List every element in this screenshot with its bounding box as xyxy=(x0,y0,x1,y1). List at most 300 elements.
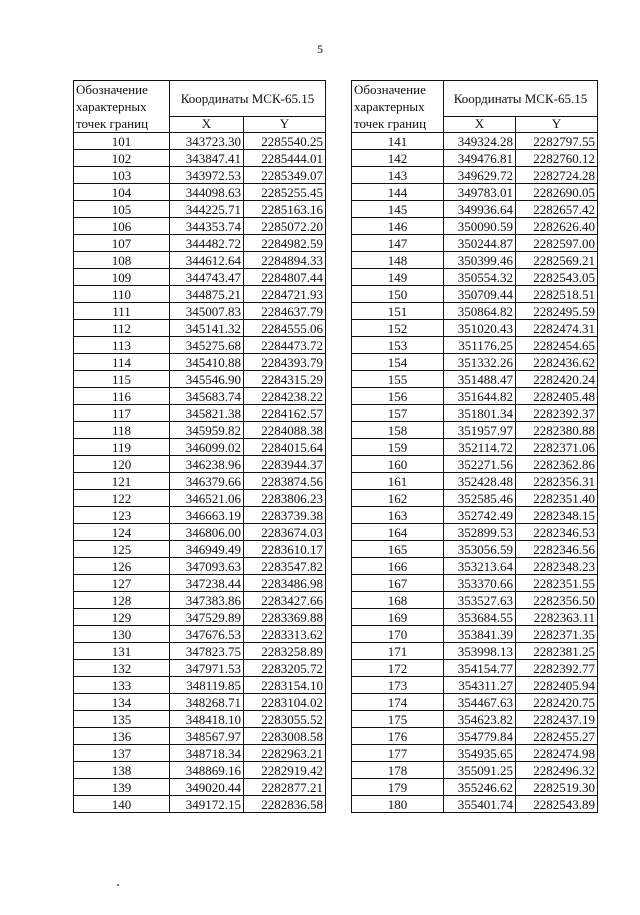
y-coordinate-cell: 2282381.25 xyxy=(516,643,598,660)
table-row xyxy=(352,320,598,337)
x-coordinate-cell: 343847.41 xyxy=(170,150,244,167)
table-row xyxy=(74,286,326,303)
table-row xyxy=(74,269,326,286)
x-coordinate-cell: 351020.43 xyxy=(444,320,516,337)
table-row xyxy=(74,354,326,371)
y-coordinate-cell: 2285163.16 xyxy=(244,201,326,218)
point-id-cell: 151 xyxy=(352,303,444,320)
y-coordinate-cell: 2282626.40 xyxy=(516,218,598,235)
y-coordinate-cell: 2284162.57 xyxy=(244,405,326,422)
point-id-cell: 157 xyxy=(352,405,444,422)
x-coordinate-cell: 344353.74 xyxy=(170,218,244,235)
x-coordinate-cell: 344225.71 xyxy=(170,201,244,218)
point-id-cell: 158 xyxy=(352,422,444,439)
point-id-cell: 120 xyxy=(74,456,170,473)
y-header: Y xyxy=(516,116,598,132)
point-id-cell: 149 xyxy=(352,269,444,286)
point-id-cell: 146 xyxy=(352,218,444,235)
point-id-cell: 124 xyxy=(74,524,170,541)
y-coordinate-cell: 2285444.01 xyxy=(244,150,326,167)
y-coordinate-cell: 2283313.62 xyxy=(244,626,326,643)
table-row xyxy=(74,371,326,388)
table-row xyxy=(352,745,598,762)
x-coordinate-cell: 348119.85 xyxy=(170,677,244,694)
table-row xyxy=(352,779,598,796)
x-coordinate-cell: 345410.88 xyxy=(170,354,244,371)
table-row xyxy=(352,184,598,201)
x-coordinate-cell: 353213.64 xyxy=(444,558,516,575)
table-row xyxy=(74,762,326,779)
table-row xyxy=(352,677,598,694)
y-coordinate-cell: 2282356.31 xyxy=(516,473,598,490)
x-coordinate-cell: 345275.68 xyxy=(170,337,244,354)
y-header: Y xyxy=(244,116,326,132)
table-row xyxy=(352,235,598,252)
point-id-cell: 129 xyxy=(74,609,170,626)
y-coordinate-cell: 2283674.03 xyxy=(244,524,326,541)
x-coordinate-cell: 346806.00 xyxy=(170,524,244,541)
point-id-cell: 160 xyxy=(352,456,444,473)
x-coordinate-cell: 343723.30 xyxy=(170,133,244,150)
point-id-cell: 179 xyxy=(352,779,444,796)
x-coordinate-cell: 351801.34 xyxy=(444,405,516,422)
table-row xyxy=(352,303,598,320)
point-id-cell: 112 xyxy=(74,320,170,337)
point-id-cell: 147 xyxy=(352,235,444,252)
y-coordinate-cell: 2284894.33 xyxy=(244,252,326,269)
point-id-cell: 105 xyxy=(74,201,170,218)
y-coordinate-cell: 2283944.37 xyxy=(244,456,326,473)
y-coordinate-cell: 2282657.42 xyxy=(516,201,598,218)
y-coordinate-cell: 2283154.10 xyxy=(244,677,326,694)
table-row xyxy=(74,711,326,728)
point-id-cell: 165 xyxy=(352,541,444,558)
point-id-cell: 143 xyxy=(352,167,444,184)
table-row xyxy=(74,167,326,184)
x-coordinate-cell: 354467.63 xyxy=(444,694,516,711)
y-coordinate-cell: 2282760.12 xyxy=(516,150,598,167)
y-coordinate-cell: 2284473.72 xyxy=(244,337,326,354)
x-coordinate-cell: 354623.82 xyxy=(444,711,516,728)
y-coordinate-cell: 2282371.06 xyxy=(516,439,598,456)
y-coordinate-cell: 2283258.89 xyxy=(244,643,326,660)
point-id-cell: 115 xyxy=(74,371,170,388)
x-coordinate-cell: 350244.87 xyxy=(444,235,516,252)
table-row xyxy=(74,677,326,694)
x-coordinate-cell: 345821.38 xyxy=(170,405,244,422)
point-id-cell: 171 xyxy=(352,643,444,660)
point-id-cell: 139 xyxy=(74,779,170,796)
point-id-cell: 102 xyxy=(74,150,170,167)
x-coordinate-cell: 346663.19 xyxy=(170,507,244,524)
x-coordinate-cell: 347823.75 xyxy=(170,643,244,660)
table-row xyxy=(352,218,598,235)
y-coordinate-cell: 2282543.89 xyxy=(516,796,598,813)
y-coordinate-cell: 2282437.19 xyxy=(516,711,598,728)
table-row xyxy=(74,252,326,269)
table-row xyxy=(74,422,326,439)
x-coordinate-cell: 349936.64 xyxy=(444,201,516,218)
x-header: X xyxy=(170,116,244,132)
table-row xyxy=(352,575,598,592)
table-row xyxy=(74,558,326,575)
point-id-cell: 106 xyxy=(74,218,170,235)
point-id-cell: 107 xyxy=(74,235,170,252)
table-row xyxy=(352,286,598,303)
y-coordinate-cell: 2284982.59 xyxy=(244,235,326,252)
table-row xyxy=(74,507,326,524)
table-row xyxy=(352,507,598,524)
point-id-cell: 109 xyxy=(74,269,170,286)
point-id-cell: 117 xyxy=(74,405,170,422)
point-id-cell: 167 xyxy=(352,575,444,592)
y-coordinate-cell: 2283008.58 xyxy=(244,728,326,745)
point-id-cell: 130 xyxy=(74,626,170,643)
x-coordinate-cell: 345683.74 xyxy=(170,388,244,405)
y-coordinate-cell: 2284637.79 xyxy=(244,303,326,320)
x-coordinate-cell: 346949.49 xyxy=(170,541,244,558)
y-coordinate-cell: 2283369.88 xyxy=(244,609,326,626)
y-coordinate-cell: 2282363.11 xyxy=(516,609,598,626)
table-row xyxy=(74,779,326,796)
table-row xyxy=(74,439,326,456)
table-row xyxy=(352,694,598,711)
table-row xyxy=(352,201,598,218)
y-coordinate-cell: 2285349.07 xyxy=(244,167,326,184)
point-id-cell: 113 xyxy=(74,337,170,354)
point-id-cell: 138 xyxy=(74,762,170,779)
x-coordinate-cell: 350090.59 xyxy=(444,218,516,235)
y-coordinate-cell: 2283427.66 xyxy=(244,592,326,609)
point-id-cell: 154 xyxy=(352,354,444,371)
x-coordinate-cell: 354779.84 xyxy=(444,728,516,745)
y-coordinate-cell: 2282797.55 xyxy=(516,133,598,150)
y-coordinate-cell: 2282836.58 xyxy=(244,796,326,813)
x-coordinate-cell: 349324.28 xyxy=(444,133,516,150)
point-id-cell: 135 xyxy=(74,711,170,728)
x-coordinate-cell: 347093.63 xyxy=(170,558,244,575)
y-coordinate-cell: 2282963.21 xyxy=(244,745,326,762)
table-row xyxy=(74,626,326,643)
point-id-cell: 114 xyxy=(74,354,170,371)
x-coordinate-cell: 344612.64 xyxy=(170,252,244,269)
table-row xyxy=(74,796,326,813)
table-row xyxy=(74,490,326,507)
point-id-cell: 159 xyxy=(352,439,444,456)
point-id-cell: 142 xyxy=(352,150,444,167)
x-coordinate-cell: 353370.66 xyxy=(444,575,516,592)
y-coordinate-cell: 2284015.64 xyxy=(244,439,326,456)
x-coordinate-cell: 354935.65 xyxy=(444,745,516,762)
x-coordinate-cell: 349783.01 xyxy=(444,184,516,201)
table-row xyxy=(74,643,326,660)
y-coordinate-cell: 2283205.72 xyxy=(244,660,326,677)
point-id-cell: 150 xyxy=(352,286,444,303)
x-coordinate-cell: 351957.97 xyxy=(444,422,516,439)
y-coordinate-cell: 2282597.00 xyxy=(516,235,598,252)
y-coordinate-cell: 2282380.88 xyxy=(516,422,598,439)
table-row xyxy=(74,320,326,337)
x-coordinate-cell: 350864.82 xyxy=(444,303,516,320)
table-row xyxy=(352,490,598,507)
table-row xyxy=(74,456,326,473)
x-coordinate-cell: 354154.77 xyxy=(444,660,516,677)
point-id-cell: 134 xyxy=(74,694,170,711)
point-id-cell: 141 xyxy=(352,133,444,150)
x-coordinate-cell: 350709.44 xyxy=(444,286,516,303)
y-coordinate-cell: 2282877.21 xyxy=(244,779,326,796)
table-row xyxy=(352,796,598,813)
table-row xyxy=(352,609,598,626)
table-row xyxy=(74,235,326,252)
point-id-cell: 110 xyxy=(74,286,170,303)
y-coordinate-cell: 2282455.27 xyxy=(516,728,598,745)
point-label-header: Обозначение характерных точек границ xyxy=(74,81,170,133)
point-id-cell: 121 xyxy=(74,473,170,490)
point-id-cell: 176 xyxy=(352,728,444,745)
table-row xyxy=(74,575,326,592)
table-row xyxy=(74,541,326,558)
y-coordinate-cell: 2284721.93 xyxy=(244,286,326,303)
table-row xyxy=(352,150,598,167)
x-coordinate-cell: 345141.32 xyxy=(170,320,244,337)
x-coordinate-cell: 346521.06 xyxy=(170,490,244,507)
y-coordinate-cell: 2282496.32 xyxy=(516,762,598,779)
point-id-cell: 152 xyxy=(352,320,444,337)
y-coordinate-cell: 2282348.23 xyxy=(516,558,598,575)
table-row xyxy=(352,473,598,490)
y-coordinate-cell: 2285255.45 xyxy=(244,184,326,201)
table-row xyxy=(74,133,326,150)
y-coordinate-cell: 2282405.48 xyxy=(516,388,598,405)
x-header: X xyxy=(444,116,516,132)
table-row xyxy=(74,388,326,405)
y-coordinate-cell: 2282724.28 xyxy=(516,167,598,184)
coordinates-table-left xyxy=(73,80,326,813)
y-coordinate-cell: 2283547.82 xyxy=(244,558,326,575)
x-coordinate-cell: 349020.44 xyxy=(170,779,244,796)
point-id-cell: 170 xyxy=(352,626,444,643)
x-coordinate-cell: 343972.53 xyxy=(170,167,244,184)
point-id-cell: 108 xyxy=(74,252,170,269)
point-id-cell: 161 xyxy=(352,473,444,490)
table-row xyxy=(352,422,598,439)
point-id-cell: 119 xyxy=(74,439,170,456)
y-coordinate-cell: 2282690.05 xyxy=(516,184,598,201)
x-coordinate-cell: 353527.63 xyxy=(444,592,516,609)
point-id-cell: 128 xyxy=(74,592,170,609)
x-coordinate-cell: 350399.46 xyxy=(444,252,516,269)
table-row xyxy=(352,643,598,660)
y-coordinate-cell: 2282569.21 xyxy=(516,252,598,269)
point-id-cell: 132 xyxy=(74,660,170,677)
y-coordinate-cell: 2282356.50 xyxy=(516,592,598,609)
x-coordinate-cell: 346099.02 xyxy=(170,439,244,456)
x-coordinate-cell: 346238.96 xyxy=(170,456,244,473)
y-coordinate-cell: 2284393.79 xyxy=(244,354,326,371)
y-coordinate-cell: 2285072.20 xyxy=(244,218,326,235)
table-row xyxy=(352,592,598,609)
x-coordinate-cell: 348418.10 xyxy=(170,711,244,728)
y-coordinate-cell: 2282392.77 xyxy=(516,660,598,677)
y-coordinate-cell: 2282518.51 xyxy=(516,286,598,303)
x-coordinate-cell: 351332.26 xyxy=(444,354,516,371)
point-id-cell: 116 xyxy=(74,388,170,405)
table-row xyxy=(352,541,598,558)
x-coordinate-cell: 344875.21 xyxy=(170,286,244,303)
y-coordinate-cell: 2284807.44 xyxy=(244,269,326,286)
point-id-cell: 155 xyxy=(352,371,444,388)
point-id-cell: 163 xyxy=(352,507,444,524)
point-id-cell: 101 xyxy=(74,133,170,150)
table-row xyxy=(352,660,598,677)
point-id-cell: 153 xyxy=(352,337,444,354)
y-coordinate-cell: 2282351.55 xyxy=(516,575,598,592)
x-coordinate-cell: 347676.53 xyxy=(170,626,244,643)
point-id-cell: 125 xyxy=(74,541,170,558)
y-coordinate-cell: 2282351.40 xyxy=(516,490,598,507)
y-coordinate-cell: 2282474.98 xyxy=(516,745,598,762)
table-row xyxy=(352,371,598,388)
table-row xyxy=(74,745,326,762)
point-id-cell: 177 xyxy=(352,745,444,762)
table-row xyxy=(352,439,598,456)
point-id-cell: 144 xyxy=(352,184,444,201)
y-coordinate-cell: 2284315.29 xyxy=(244,371,326,388)
point-id-cell: 137 xyxy=(74,745,170,762)
y-coordinate-cell: 2282420.75 xyxy=(516,694,598,711)
point-id-cell: 122 xyxy=(74,490,170,507)
y-coordinate-cell: 2282454.65 xyxy=(516,337,598,354)
point-id-cell: 169 xyxy=(352,609,444,626)
x-coordinate-cell: 344482.72 xyxy=(170,235,244,252)
point-id-cell: 126 xyxy=(74,558,170,575)
x-coordinate-cell: 355401.74 xyxy=(444,796,516,813)
y-coordinate-cell: 2283610.17 xyxy=(244,541,326,558)
point-id-cell: 178 xyxy=(352,762,444,779)
x-coordinate-cell: 345007.83 xyxy=(170,303,244,320)
table-row xyxy=(352,524,598,541)
point-id-cell: 162 xyxy=(352,490,444,507)
table-row xyxy=(74,337,326,354)
table-row xyxy=(74,201,326,218)
point-id-cell: 156 xyxy=(352,388,444,405)
y-coordinate-cell: 2282474.31 xyxy=(516,320,598,337)
x-coordinate-cell: 348268.71 xyxy=(170,694,244,711)
y-coordinate-cell: 2282436.62 xyxy=(516,354,598,371)
table-row xyxy=(352,711,598,728)
y-coordinate-cell: 2283739.38 xyxy=(244,507,326,524)
y-coordinate-cell: 2283486.98 xyxy=(244,575,326,592)
x-coordinate-cell: 351644.82 xyxy=(444,388,516,405)
point-id-cell: 145 xyxy=(352,201,444,218)
x-coordinate-cell: 348567.97 xyxy=(170,728,244,745)
x-coordinate-cell: 354311.27 xyxy=(444,677,516,694)
y-coordinate-cell: 2282495.59 xyxy=(516,303,598,320)
y-coordinate-cell: 2283055.52 xyxy=(244,711,326,728)
point-id-cell: 123 xyxy=(74,507,170,524)
point-id-cell: 140 xyxy=(74,796,170,813)
x-coordinate-cell: 347383.86 xyxy=(170,592,244,609)
table-row xyxy=(352,626,598,643)
x-coordinate-cell: 355091.25 xyxy=(444,762,516,779)
y-coordinate-cell: 2282543.05 xyxy=(516,269,598,286)
x-coordinate-cell: 353684.55 xyxy=(444,609,516,626)
point-id-cell: 180 xyxy=(352,796,444,813)
x-coordinate-cell: 352742.49 xyxy=(444,507,516,524)
x-coordinate-cell: 355246.62 xyxy=(444,779,516,796)
x-coordinate-cell: 346379.66 xyxy=(170,473,244,490)
x-coordinate-cell: 352585.46 xyxy=(444,490,516,507)
point-id-cell: 104 xyxy=(74,184,170,201)
x-coordinate-cell: 349172.15 xyxy=(170,796,244,813)
x-coordinate-cell: 353056.59 xyxy=(444,541,516,558)
table-row xyxy=(352,456,598,473)
point-id-cell: 136 xyxy=(74,728,170,745)
y-coordinate-cell: 2283806.23 xyxy=(244,490,326,507)
coordinates-header: Координаты МСК-65.15 xyxy=(170,81,326,117)
x-coordinate-cell: 345546.90 xyxy=(170,371,244,388)
y-coordinate-cell: 2283874.56 xyxy=(244,473,326,490)
x-coordinate-cell: 347971.53 xyxy=(170,660,244,677)
page-number: 5 xyxy=(317,42,323,56)
x-coordinate-cell: 347529.89 xyxy=(170,609,244,626)
x-coordinate-cell: 351176.25 xyxy=(444,337,516,354)
table-row xyxy=(352,167,598,184)
point-id-cell: 127 xyxy=(74,575,170,592)
y-coordinate-cell: 2282392.37 xyxy=(516,405,598,422)
table-row xyxy=(74,524,326,541)
point-id-cell: 166 xyxy=(352,558,444,575)
point-id-cell: 118 xyxy=(74,422,170,439)
table-row xyxy=(352,762,598,779)
table-row xyxy=(74,660,326,677)
table-row xyxy=(352,558,598,575)
x-coordinate-cell: 351488.47 xyxy=(444,371,516,388)
y-coordinate-cell: 2284088.38 xyxy=(244,422,326,439)
x-coordinate-cell: 350554.32 xyxy=(444,269,516,286)
y-coordinate-cell: 2285540.25 xyxy=(244,133,326,150)
y-coordinate-cell: 2282405.94 xyxy=(516,677,598,694)
y-coordinate-cell: 2282519.30 xyxy=(516,779,598,796)
table-row xyxy=(352,252,598,269)
point-id-cell: 168 xyxy=(352,592,444,609)
x-coordinate-cell: 349629.72 xyxy=(444,167,516,184)
table-row xyxy=(352,405,598,422)
x-coordinate-cell: 352114.72 xyxy=(444,439,516,456)
x-coordinate-cell: 347238.44 xyxy=(170,575,244,592)
table-row xyxy=(352,269,598,286)
y-coordinate-cell: 2282362.86 xyxy=(516,456,598,473)
table-row xyxy=(74,694,326,711)
table-row xyxy=(74,150,326,167)
table-row xyxy=(352,337,598,354)
x-coordinate-cell: 353998.13 xyxy=(444,643,516,660)
x-coordinate-cell: 345959.82 xyxy=(170,422,244,439)
x-coordinate-cell: 348869.16 xyxy=(170,762,244,779)
y-coordinate-cell: 2282348.15 xyxy=(516,507,598,524)
point-id-cell: 175 xyxy=(352,711,444,728)
table-row xyxy=(74,184,326,201)
table-row xyxy=(74,592,326,609)
coordinates-table-right xyxy=(351,80,598,813)
y-coordinate-cell: 2282919.42 xyxy=(244,762,326,779)
point-label-header: Обозначение характерных точек границ xyxy=(352,81,444,133)
table-row xyxy=(352,388,598,405)
y-coordinate-cell: 2282346.56 xyxy=(516,541,598,558)
point-id-cell: 174 xyxy=(352,694,444,711)
x-coordinate-cell: 352271.56 xyxy=(444,456,516,473)
